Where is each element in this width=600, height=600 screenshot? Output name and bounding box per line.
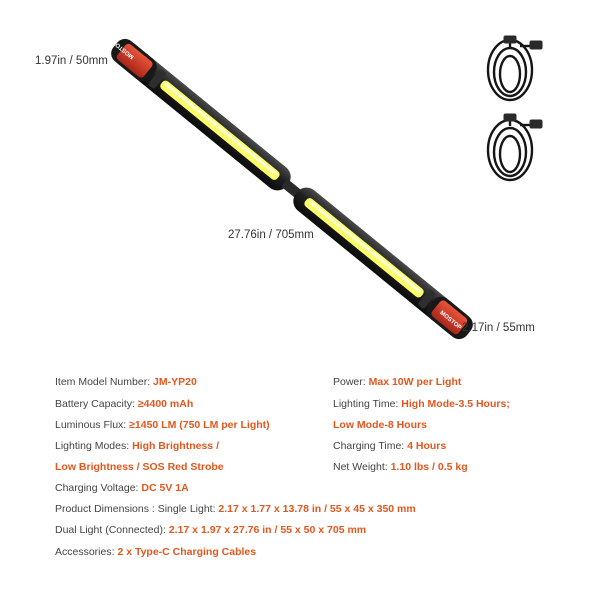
spec-value: 4 Hours [407, 440, 447, 452]
spec-label: Accessories: [55, 546, 118, 558]
spec-value: High Brightness / [132, 440, 219, 452]
spec-value: Low Mode-8 Hours [333, 419, 427, 431]
spec-value: ≥4400 mAh [137, 398, 194, 410]
lower-light-unit [288, 183, 476, 343]
spec-value: Low Brightness / SOS Red Strobe [55, 461, 224, 473]
spec-lighting-modes-cont [55, 461, 224, 473]
spec-label: Power: [333, 376, 369, 388]
spec-value: DC 5V 1A [141, 482, 189, 494]
spec-dual-dimensions [55, 524, 366, 536]
depth-dimension-label: 2.17in / 55mm [462, 322, 535, 334]
width-dimension-label: 1.97in / 50mm [35, 55, 108, 67]
upper-light-unit [104, 32, 295, 195]
spec-lighting-modes [55, 440, 219, 452]
spec-label: Net Weight: [333, 461, 391, 473]
spec-luminous-flux [55, 419, 270, 431]
spec-model [55, 376, 197, 388]
spec-label: Battery Capacity: [55, 398, 138, 410]
spec-value: 2 x Type-C Charging Cables [117, 546, 257, 558]
spec-value: Max 10W per Light [368, 376, 462, 388]
spec-single-dimensions [55, 503, 416, 515]
spec-battery [55, 398, 193, 410]
type-c-cable-icon [488, 36, 542, 100]
spec-value: JM-YP20 [153, 376, 197, 388]
spec-label: Charging Time: [333, 440, 408, 452]
spec-net-weight [333, 461, 468, 473]
spec-label: Dual Light (Connected): [55, 524, 169, 536]
type-c-cable-icon [488, 114, 542, 180]
spec-label: Luminous Flux: [55, 419, 130, 431]
spec-label: Lighting Modes: [55, 440, 133, 452]
spec-charging-voltage [55, 482, 189, 494]
spec-value: 1.10 lbs / 0.5 kg [390, 461, 468, 473]
spec-label: Lighting Time: [333, 398, 402, 410]
svg-text:MOSTOP: MOSTOP [111, 38, 136, 60]
spec-label: Product Dimensions : Single Light: [55, 503, 219, 515]
spec-value: High Mode-3.5 Hours; [401, 398, 510, 410]
spec-charging-time [333, 440, 446, 452]
spec-accessories [55, 546, 256, 558]
spec-label: Charging Voltage: [55, 482, 142, 494]
spec-value: ≥1450 LM (750 LM per Light) [129, 419, 270, 431]
spec-value: 2.17 x 1.77 x 13.78 in / 55 x 45 x 350 mm [218, 503, 416, 515]
spec-value: 2.17 x 1.97 x 27.76 in / 55 x 50 x 705 mm [168, 524, 367, 536]
spec-power [333, 376, 461, 388]
work-light-image [104, 32, 477, 343]
spec-lighting-time-cont [333, 419, 427, 431]
svg-text:MOSTOP: MOSTOP [438, 310, 463, 332]
spec-label: Item Model Number: [55, 376, 154, 388]
spec-lighting-time [333, 398, 510, 410]
length-dimension-label: 27.76in / 705mm [228, 229, 314, 241]
